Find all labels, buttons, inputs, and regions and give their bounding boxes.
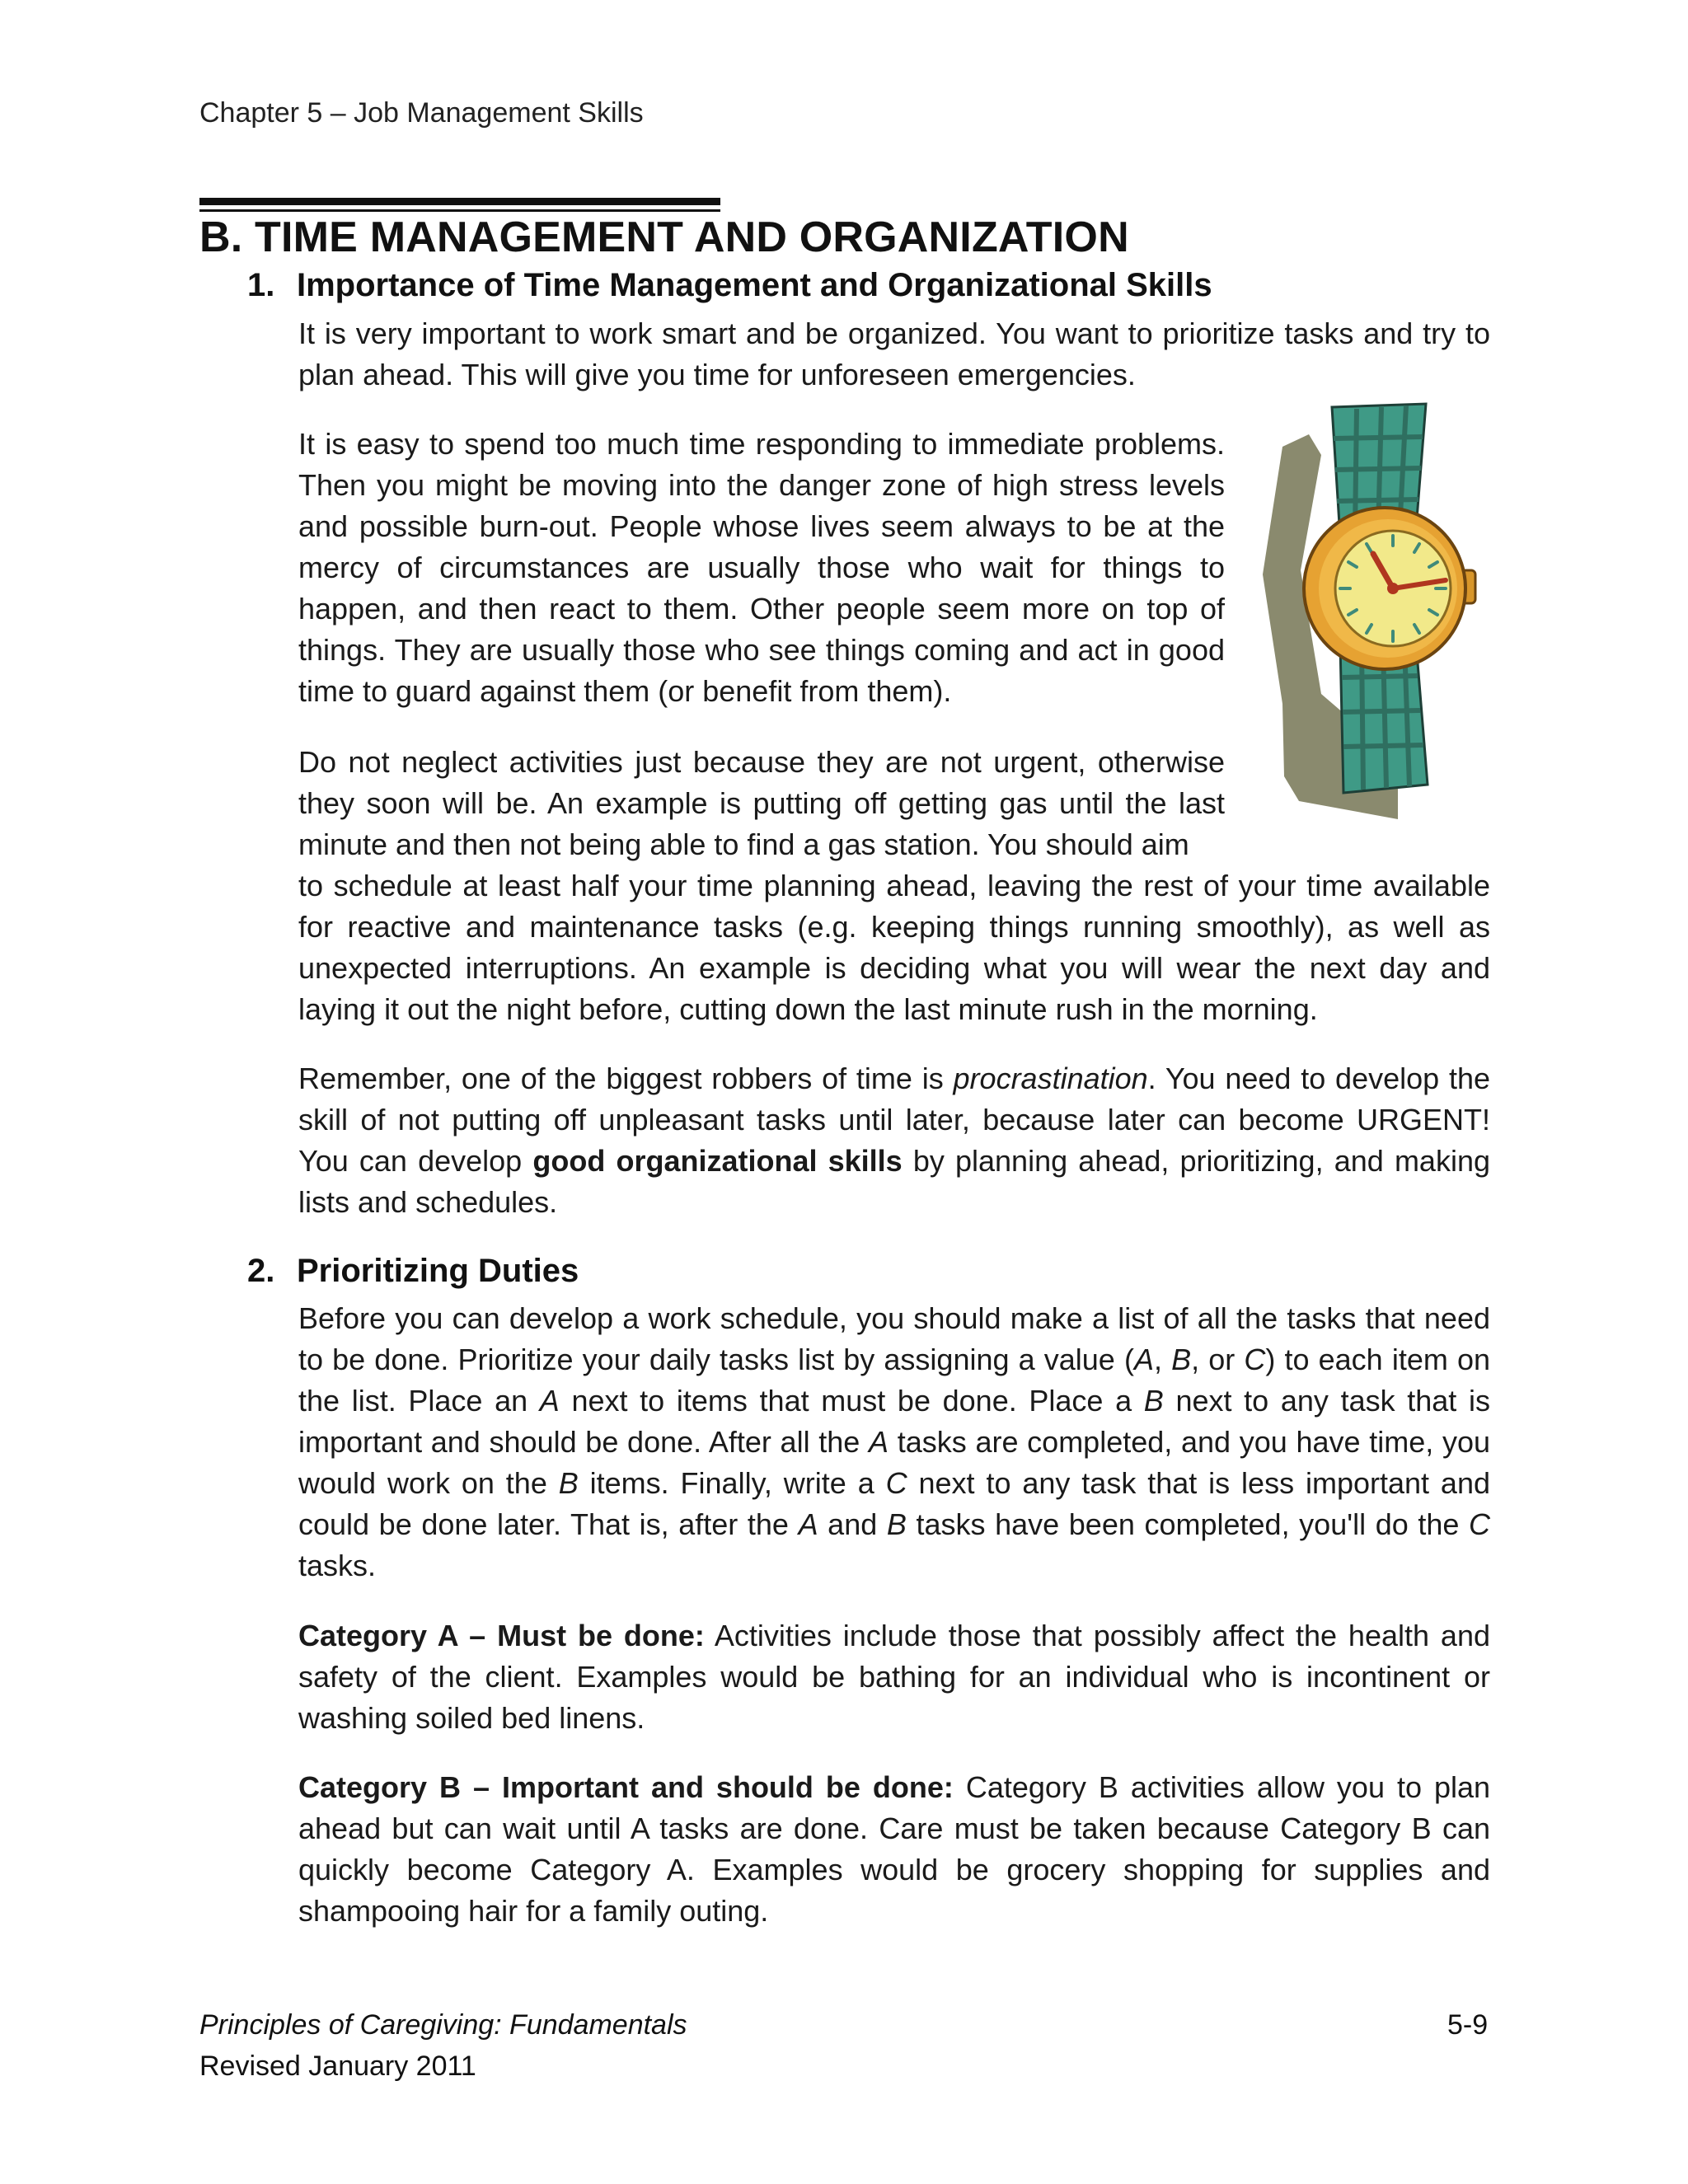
s2-p1-letter: B: [1143, 1384, 1164, 1418]
s1-p4-text: [298, 1058, 1490, 1223]
s2-category-a: [298, 1615, 1490, 1739]
s1-p1-text: It is very important to work smart and be organized. You want to prioritize tasks and try to plan ahead. This will give you time for unforeseen emergencies.: [298, 316, 1490, 391]
s2-category-b: [298, 1767, 1490, 1932]
category-b-body: Category B activities allow you to plan ahead but can wait until A tasks are done. Care must be taken because Category B can quickly become Category A. Examples would be grocery shopping for supplies and shampooing hair for a family outing.: [298, 1770, 1491, 1928]
category-b-label: Category B – Important and should be done:: [298, 1770, 954, 1804]
s2-p1-letter: C: [1469, 1507, 1490, 1541]
s2-paragraph-1: [298, 1298, 1490, 1586]
s1-p4-mid: . You need to develop the skill of not putting off unpleasant tasks until later, because later can become URGENT! You can develop: [298, 1062, 1490, 1178]
category-a-text: [298, 1615, 1490, 1739]
s1-p4-post: by planning ahead, prioritizing, and making lists and schedules.: [298, 1144, 1490, 1219]
subsection-1-heading: [247, 267, 1212, 304]
s2-p1-letter: A: [798, 1507, 818, 1541]
chapter-header: Chapter 5 – Job Management Skills: [199, 97, 644, 129]
s2-p1-letter: B: [1171, 1343, 1192, 1376]
footer-page-number: 5-9: [1447, 2009, 1489, 2041]
s2-p1-letter: A: [1133, 1343, 1154, 1376]
subsection-1-title: Importance of Time Management and Organizational Skills: [297, 267, 1212, 303]
s2-p1-letter: B: [886, 1507, 907, 1541]
s1-p2-text: It is easy to spend too much time responding to immediate problems. Then you might be moving into the danger zone of high stress levels and possible burn-out. People whose lives seem always to be at the mercy of circumstances are usually those who wait for things to happen, and then react to them. Other people seem more on top of things. They are usually those who see things coming and act in good time to guard against them (or benefit from them).: [298, 427, 1225, 708]
s2-p1-letter: B: [558, 1466, 579, 1500]
s2-p1-seg: next to any task that is less important and could be done later. That is, after the: [298, 1466, 1490, 1541]
s2-p1-seg: Before you can develop a work schedule, you should make a list of all the tasks that need to be done. Prioritize your daily tasks list by assigning a value (: [298, 1301, 1490, 1376]
subsection-2-heading: [247, 1253, 579, 1290]
s2-p1-letter: C: [1244, 1343, 1266, 1376]
section-rule-thin: [199, 209, 720, 212]
section-title: B. TIME MANAGEMENT AND ORGANIZATION: [199, 213, 1129, 261]
s2-p1-seg: tasks have been completed, you'll do the: [906, 1507, 1469, 1541]
s2-p1-seg: ,: [1153, 1343, 1172, 1376]
s2-p1-seg: next to items that must be done. Place a: [559, 1384, 1144, 1418]
s1-p3b-text: to schedule at least half your time planning ahead, leaving the rest of your time available for reactive and maintenance tasks (e.g. keeping things running smoothly), as well as unexpected interruptions. An example is deciding what you will wear the next day and laying it out the night before, cutting down the last minute rush in the morning.: [298, 869, 1490, 1026]
s1-p4-pre: Remember, one of the biggest robbers of time is: [298, 1062, 954, 1095]
s2-p1-seg: and: [818, 1507, 887, 1541]
category-b-text: [298, 1767, 1490, 1932]
wristwatch-icon: [1251, 397, 1498, 842]
section-rule-thick: [199, 198, 720, 205]
s2-p1-letter: A: [539, 1384, 560, 1418]
subsection-1-number: 1.: [247, 267, 275, 303]
s1-p3a-text: Do not neglect activities just because they are not urgent, otherwise they soon will be. An example is putting off getting gas until the last minute and then not being able to find a gas station. You should aim: [298, 745, 1225, 861]
s1-p4-bold: good organizational skills: [532, 1144, 903, 1178]
category-a-body: Activities include those that possibly affect the health and safety of the client. Examples would be bathing for an individual who is incontinent or washing soiled bed linens.: [298, 1619, 1490, 1735]
category-a-label: Category A – Must be done:: [298, 1619, 705, 1652]
s2-p1-seg: ) to each item on the list. Place an: [298, 1343, 1490, 1418]
s1-paragraph-1: [298, 313, 1490, 396]
footer-revision: Revised January 2011: [199, 2050, 476, 2082]
footer-book-title: Principles of Caregiving: Fundamentals: [199, 2009, 687, 2041]
s2-p1-seg: , or: [1191, 1343, 1245, 1376]
s2-p1-seg: next to any task that is important and should be done. After all the: [298, 1384, 1490, 1459]
s1-paragraph-4: [298, 1058, 1490, 1223]
subsection-2-number: 2.: [247, 1253, 275, 1289]
s1-p4-emphasis: procrastination: [953, 1062, 1148, 1095]
subsection-2-title: Prioritizing Duties: [297, 1253, 579, 1289]
s2-p1-seg: tasks.: [298, 1549, 377, 1582]
s2-p1-seg: items. Finally, write a: [578, 1466, 886, 1500]
s2-p1-text: [298, 1298, 1490, 1586]
s2-p1-seg: tasks are completed, and you have time, you would work on the: [298, 1425, 1490, 1500]
s2-p1-letter: C: [885, 1466, 907, 1500]
s2-p1-letter: A: [869, 1425, 889, 1459]
